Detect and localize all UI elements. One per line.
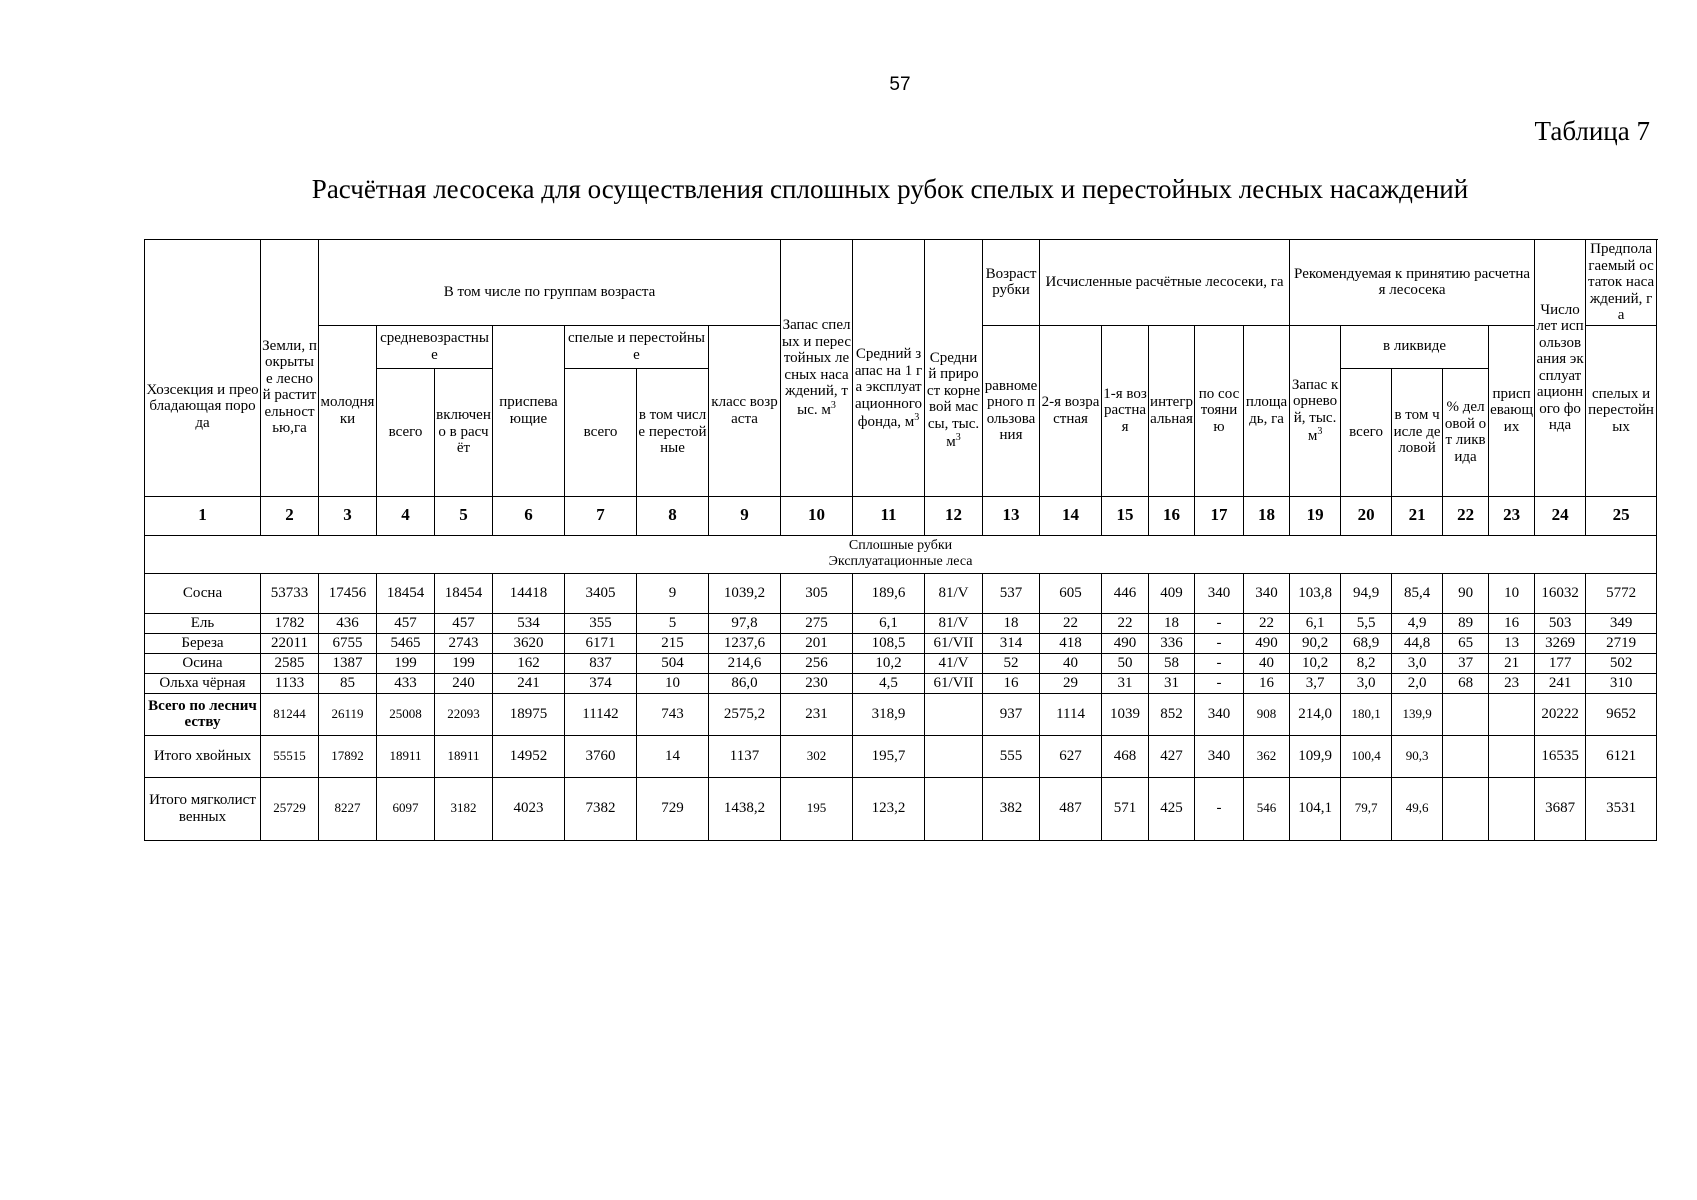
table-cell bbox=[1489, 777, 1535, 840]
table-cell: - bbox=[1195, 777, 1244, 840]
page-number: 57 bbox=[889, 74, 911, 95]
section-line-1: Сплошные рубки bbox=[848, 537, 953, 553]
col-number: 9 bbox=[709, 496, 781, 535]
table-cell: 195 bbox=[781, 777, 853, 840]
header-middle-included: включено в расчёт bbox=[435, 368, 493, 496]
table-cell: 5465 bbox=[377, 633, 435, 653]
table-row bbox=[145, 693, 1657, 735]
table-cell: 18454 bbox=[435, 573, 493, 613]
table-cell: 10,2 bbox=[1290, 653, 1341, 673]
table-cell: 18 bbox=[1149, 613, 1195, 633]
table-cell: 61/VII bbox=[925, 633, 983, 653]
header-liquid-total: всего bbox=[1341, 368, 1392, 496]
table-cell: 22 bbox=[1244, 613, 1290, 633]
row-label: Всего по лесничеству bbox=[145, 693, 261, 735]
table-row bbox=[145, 633, 1657, 653]
table-cell: 177 bbox=[1535, 653, 1586, 673]
table-row bbox=[145, 653, 1657, 673]
table-row bbox=[145, 573, 1657, 613]
header-middle-aged: средневозрастные bbox=[377, 325, 493, 368]
header-cut-age: Возраст рубки bbox=[983, 240, 1040, 326]
table-cell: 81/V bbox=[925, 573, 983, 613]
table-cell: 81/V bbox=[925, 613, 983, 633]
table-cell: 10 bbox=[637, 673, 709, 693]
table-cell: 627 bbox=[1040, 735, 1102, 777]
header-integral: интегральная bbox=[1149, 325, 1195, 496]
table-cell: 103,8 bbox=[1290, 573, 1341, 613]
table-cell: 275 bbox=[781, 613, 853, 633]
table-cell: 6755 bbox=[319, 633, 377, 653]
table-cell: 18454 bbox=[377, 573, 435, 613]
table-cell: 201 bbox=[781, 633, 853, 653]
table-cell: 108,5 bbox=[853, 633, 925, 653]
col-number: 19 bbox=[1290, 496, 1341, 535]
col-number: 22 bbox=[1443, 496, 1489, 535]
table-row bbox=[145, 777, 1657, 840]
table-cell: 90,3 bbox=[1392, 735, 1443, 777]
table-cell: 22011 bbox=[261, 633, 319, 653]
table-cell: 215 bbox=[637, 633, 709, 653]
table-cell: 418 bbox=[1040, 633, 1102, 653]
table-cell: 349 bbox=[1586, 613, 1657, 633]
table-cell: 546 bbox=[1244, 777, 1290, 840]
header-liquid: в ликвиде bbox=[1341, 325, 1489, 368]
col-number: 11 bbox=[853, 496, 925, 535]
table-cell: 1387 bbox=[319, 653, 377, 673]
table-cell: 241 bbox=[1535, 673, 1586, 693]
table-cell: 90,2 bbox=[1290, 633, 1341, 653]
table-row bbox=[145, 613, 1657, 633]
table-cell: 743 bbox=[637, 693, 709, 735]
table-cell: 230 bbox=[781, 673, 853, 693]
table-cell: 40 bbox=[1040, 653, 1102, 673]
row-label: Осина bbox=[145, 653, 261, 673]
table-cell: 139,9 bbox=[1392, 693, 1443, 735]
table-cell: 6121 bbox=[1586, 735, 1657, 777]
header-recommended: Рекомендуемая к принятию расчетная лесосека bbox=[1290, 240, 1535, 326]
col-number: 21 bbox=[1392, 496, 1443, 535]
row-label: Сосна bbox=[145, 573, 261, 613]
table-cell: 5772 bbox=[1586, 573, 1657, 613]
table-cell: 425 bbox=[1149, 777, 1195, 840]
table-cell: 189,6 bbox=[853, 573, 925, 613]
table-cell: 22093 bbox=[435, 693, 493, 735]
row-label: Итого мягколиственных bbox=[145, 777, 261, 840]
table-cell: 31 bbox=[1149, 673, 1195, 693]
table-cell: 4,9 bbox=[1392, 613, 1443, 633]
table-cell: 94,9 bbox=[1341, 573, 1392, 613]
table-cell: 729 bbox=[637, 777, 709, 840]
table-cell: 53733 bbox=[261, 573, 319, 613]
header-avg-stock: Средний запас на 1 га эксплуатационного фонда, $м^3$ bbox=[853, 240, 925, 497]
table-cell: 457 bbox=[435, 613, 493, 633]
table-cell: 231 bbox=[781, 693, 853, 735]
table-cell: 837 bbox=[565, 653, 637, 673]
header-business-pct: % деловой от ликвида bbox=[1443, 368, 1489, 496]
table-cell: 490 bbox=[1102, 633, 1149, 653]
table-cell: 2,0 bbox=[1392, 673, 1443, 693]
table-cell: 11142 bbox=[565, 693, 637, 735]
header-rest-premature: приспевающих bbox=[1489, 325, 1535, 496]
table-cell: 8,2 bbox=[1341, 653, 1392, 673]
table-cell: 340 bbox=[1244, 573, 1290, 613]
table-cell: 18911 bbox=[377, 735, 435, 777]
table-cell: 4,5 bbox=[853, 673, 925, 693]
table-cell: 382 bbox=[983, 777, 1040, 840]
table-cell: 256 bbox=[781, 653, 853, 673]
table-row bbox=[145, 673, 1657, 693]
table-cell: 6171 bbox=[565, 633, 637, 653]
table-cell: 17892 bbox=[319, 735, 377, 777]
table-cell: 162 bbox=[493, 653, 565, 673]
column-numbers-row bbox=[145, 496, 1657, 535]
table-cell: 362 bbox=[1244, 735, 1290, 777]
table-cell: 436 bbox=[319, 613, 377, 633]
col-number: 17 bbox=[1195, 496, 1244, 535]
table-cell: 9 bbox=[637, 573, 709, 613]
col-number: 13 bbox=[983, 496, 1040, 535]
table-cell: 3182 bbox=[435, 777, 493, 840]
table-cell: 180,1 bbox=[1341, 693, 1392, 735]
table-cell: 16 bbox=[1489, 613, 1535, 633]
document-title: Расчётная лесосека для осуществления сплошных рубок спелых и перестойных лесных насаждений bbox=[311, 174, 1469, 204]
forest-cut-table bbox=[144, 239, 1657, 841]
header-age-groups: В том числе по группам возраста bbox=[319, 240, 781, 326]
table-cell: 409 bbox=[1149, 573, 1195, 613]
table-cell: 3531 bbox=[1586, 777, 1657, 840]
table-cell: 1039 bbox=[1102, 693, 1149, 735]
table-cell: 9652 bbox=[1586, 693, 1657, 735]
table-cell: 22 bbox=[1102, 613, 1149, 633]
table-cell: 7382 bbox=[565, 777, 637, 840]
table-cell: 214,0 bbox=[1290, 693, 1341, 735]
header-years-use: Число лет использования эксплуатационного фонда bbox=[1535, 240, 1586, 497]
section-title bbox=[145, 535, 1657, 573]
table-cell: 81244 bbox=[261, 693, 319, 735]
header-row-1 bbox=[145, 240, 1657, 326]
table-cell: 937 bbox=[983, 693, 1040, 735]
table-cell: 68,9 bbox=[1341, 633, 1392, 653]
table-cell bbox=[1443, 735, 1489, 777]
table-cell bbox=[925, 693, 983, 735]
header-mature-incl-overmature: в том числе перестойные bbox=[637, 368, 709, 496]
table-cell: 40 bbox=[1244, 653, 1290, 673]
table-cell: 1039,2 bbox=[709, 573, 781, 613]
table-cell: 427 bbox=[1149, 735, 1195, 777]
table-cell: 123,2 bbox=[853, 777, 925, 840]
table-cell: 1114 bbox=[1040, 693, 1102, 735]
table-cell: 10 bbox=[1489, 573, 1535, 613]
section-line-2: Эксплуатационные леса bbox=[828, 554, 973, 569]
header-calc-cuts: Исчисленные расчётные лесосеки, га bbox=[1040, 240, 1290, 326]
table-cell: 240 bbox=[435, 673, 493, 693]
header-mature-overmature: спелые и перестойные bbox=[565, 325, 709, 368]
table-cell: 16535 bbox=[1535, 735, 1586, 777]
table-cell: 2575,2 bbox=[709, 693, 781, 735]
col-number: 18 bbox=[1244, 496, 1290, 535]
col-number: 24 bbox=[1535, 496, 1586, 535]
table-cell: - bbox=[1195, 673, 1244, 693]
table-cell: - bbox=[1195, 613, 1244, 633]
header-premature: приспевающие bbox=[493, 325, 565, 496]
header-uniform: равномерного пользования bbox=[983, 325, 1040, 496]
table-cell: 17456 bbox=[319, 573, 377, 613]
table-cell bbox=[1443, 777, 1489, 840]
table-cell: 852 bbox=[1149, 693, 1195, 735]
table-cell: 3,7 bbox=[1290, 673, 1341, 693]
col-number: 8 bbox=[637, 496, 709, 535]
table-cell: 23 bbox=[1489, 673, 1535, 693]
table-cell: 58 bbox=[1149, 653, 1195, 673]
header-liquid-business: в том числе деловой bbox=[1392, 368, 1443, 496]
header-root-stock: Запас корневой, тыс. $м^3$ bbox=[1290, 325, 1341, 496]
header-stock-mature: Запас спелых и перестойных лесных насаждений, тыс. $м^3$ bbox=[781, 240, 853, 497]
table-cell: - bbox=[1195, 633, 1244, 653]
table-cell: 1438,2 bbox=[709, 777, 781, 840]
table-cell: 18911 bbox=[435, 735, 493, 777]
table-cell: 504 bbox=[637, 653, 709, 673]
table-cell: 85,4 bbox=[1392, 573, 1443, 613]
table-cell: 2585 bbox=[261, 653, 319, 673]
table-cell: 199 bbox=[435, 653, 493, 673]
table-cell bbox=[1489, 735, 1535, 777]
table-cell: - bbox=[1195, 653, 1244, 673]
col-number: 15 bbox=[1102, 496, 1149, 535]
header-expected-rest: Предполагаемый остаток насаждений, га bbox=[1586, 240, 1657, 326]
table-cell: 3687 bbox=[1535, 777, 1586, 840]
header-young: молодняки bbox=[319, 325, 377, 496]
table-cell: 65 bbox=[1443, 633, 1489, 653]
table-cell: 433 bbox=[377, 673, 435, 693]
table-cell: 1133 bbox=[261, 673, 319, 693]
col-number: 5 bbox=[435, 496, 493, 535]
table-label: Таблица 7 bbox=[1534, 116, 1650, 146]
table-cell: 503 bbox=[1535, 613, 1586, 633]
table-cell: 340 bbox=[1195, 735, 1244, 777]
table-cell: 199 bbox=[377, 653, 435, 673]
table-cell: 14952 bbox=[493, 735, 565, 777]
col-number: 1 bbox=[145, 496, 261, 535]
table-cell: 555 bbox=[983, 735, 1040, 777]
col-number: 25 bbox=[1586, 496, 1657, 535]
col-number: 7 bbox=[565, 496, 637, 535]
table-cell: 6,1 bbox=[853, 613, 925, 633]
table-cell: 10,2 bbox=[853, 653, 925, 673]
col-number: 20 bbox=[1341, 496, 1392, 535]
table-cell: 37 bbox=[1443, 653, 1489, 673]
table-cell: 336 bbox=[1149, 633, 1195, 653]
table-cell: 1237,6 bbox=[709, 633, 781, 653]
table-cell: 2743 bbox=[435, 633, 493, 653]
table-cell: 5,5 bbox=[1341, 613, 1392, 633]
table-cell: 13 bbox=[1489, 633, 1535, 653]
table-cell: 468 bbox=[1102, 735, 1149, 777]
table-cell: 86,0 bbox=[709, 673, 781, 693]
table-cell: 340 bbox=[1195, 693, 1244, 735]
col-number: 10 bbox=[781, 496, 853, 535]
table-cell: 109,9 bbox=[1290, 735, 1341, 777]
table-cell: 318,9 bbox=[853, 693, 925, 735]
table-cell: 487 bbox=[1040, 777, 1102, 840]
header-middle-total: всего bbox=[377, 368, 435, 496]
table-cell: 3760 bbox=[565, 735, 637, 777]
header-first-age: 1-я возрастная bbox=[1102, 325, 1149, 496]
table-cell: 457 bbox=[377, 613, 435, 633]
header-second-age: 2-я возрастная bbox=[1040, 325, 1102, 496]
table-cell: 85 bbox=[319, 673, 377, 693]
header-avg-growth: Средний прирост корневой массы, тыс. $м^3$ bbox=[925, 240, 983, 497]
table-cell: 3,0 bbox=[1392, 653, 1443, 673]
row-label: Итого хвойных bbox=[145, 735, 261, 777]
table-cell: 55515 bbox=[261, 735, 319, 777]
table-cell: 310 bbox=[1586, 673, 1657, 693]
table-cell: 5 bbox=[637, 613, 709, 633]
table-cell: 21 bbox=[1489, 653, 1535, 673]
table-cell: 571 bbox=[1102, 777, 1149, 840]
table-cell bbox=[1489, 693, 1535, 735]
col-number: 4 bbox=[377, 496, 435, 535]
table-cell: 104,1 bbox=[1290, 777, 1341, 840]
table-cell: 314 bbox=[983, 633, 1040, 653]
table-cell: 68 bbox=[1443, 673, 1489, 693]
table-cell: 41/V bbox=[925, 653, 983, 673]
table-cell: 502 bbox=[1586, 653, 1657, 673]
table-cell: 537 bbox=[983, 573, 1040, 613]
header-forest-section: Хозсекция и преобладающая порода bbox=[145, 240, 261, 497]
table-cell: 44,8 bbox=[1392, 633, 1443, 653]
header-rest-mature: спелых и перестойных bbox=[1586, 325, 1657, 496]
table-cell: 340 bbox=[1195, 573, 1244, 613]
table-cell: 3269 bbox=[1535, 633, 1586, 653]
table-cell: 3405 bbox=[565, 573, 637, 613]
table-cell: 49,6 bbox=[1392, 777, 1443, 840]
table-cell: 97,8 bbox=[709, 613, 781, 633]
header-forested-land: Земли, покрытые лесной растительностью,га bbox=[261, 240, 319, 497]
col-number: 6 bbox=[493, 496, 565, 535]
table-cell: 61/VII bbox=[925, 673, 983, 693]
table-cell: 374 bbox=[565, 673, 637, 693]
table-cell: 302 bbox=[781, 735, 853, 777]
table-cell: 214,6 bbox=[709, 653, 781, 673]
table-cell: 4023 bbox=[493, 777, 565, 840]
table-cell: 18975 bbox=[493, 693, 565, 735]
table-cell: 195,7 bbox=[853, 735, 925, 777]
table-cell: 446 bbox=[1102, 573, 1149, 613]
table-cell: 16032 bbox=[1535, 573, 1586, 613]
table-cell bbox=[925, 735, 983, 777]
col-number: 14 bbox=[1040, 496, 1102, 535]
table-cell: 3620 bbox=[493, 633, 565, 653]
table-cell: 1137 bbox=[709, 735, 781, 777]
table-cell: 2719 bbox=[1586, 633, 1657, 653]
table-cell: 305 bbox=[781, 573, 853, 613]
table-cell: 25008 bbox=[377, 693, 435, 735]
table-cell bbox=[925, 777, 983, 840]
table-cell: 20222 bbox=[1535, 693, 1586, 735]
table-cell bbox=[1443, 693, 1489, 735]
header-area: площадь, га bbox=[1244, 325, 1290, 496]
row-label: Береза bbox=[145, 633, 261, 653]
table-cell: 16 bbox=[983, 673, 1040, 693]
table-cell: 1782 bbox=[261, 613, 319, 633]
table-cell: 16 bbox=[1244, 673, 1290, 693]
table-cell: 605 bbox=[1040, 573, 1102, 613]
table-cell: 22 bbox=[1040, 613, 1102, 633]
row-label: Ольха чёрная bbox=[145, 673, 261, 693]
table-cell: 534 bbox=[493, 613, 565, 633]
table-cell: 3,0 bbox=[1341, 673, 1392, 693]
table-cell: 490 bbox=[1244, 633, 1290, 653]
table-cell: 6097 bbox=[377, 777, 435, 840]
col-number: 2 bbox=[261, 496, 319, 535]
table-cell: 14418 bbox=[493, 573, 565, 613]
table-cell: 100,4 bbox=[1341, 735, 1392, 777]
header-mature-total: всего bbox=[565, 368, 637, 496]
col-number: 3 bbox=[319, 496, 377, 535]
table-row bbox=[145, 735, 1657, 777]
table-cell: 90 bbox=[1443, 573, 1489, 613]
table-cell: 31 bbox=[1102, 673, 1149, 693]
col-number: 23 bbox=[1489, 496, 1535, 535]
table-cell: 908 bbox=[1244, 693, 1290, 735]
table-cell: 14 bbox=[637, 735, 709, 777]
table-cell: 8227 bbox=[319, 777, 377, 840]
table-cell: 89 bbox=[1443, 613, 1489, 633]
table-cell: 26119 bbox=[319, 693, 377, 735]
table-cell: 355 bbox=[565, 613, 637, 633]
row-label: Ель bbox=[145, 613, 261, 633]
table-cell: 29 bbox=[1040, 673, 1102, 693]
col-number: 12 bbox=[925, 496, 983, 535]
section-row bbox=[145, 535, 1657, 573]
table-cell: 6,1 bbox=[1290, 613, 1341, 633]
table-cell: 79,7 bbox=[1341, 777, 1392, 840]
table-cell: 18 bbox=[983, 613, 1040, 633]
col-number: 16 bbox=[1149, 496, 1195, 535]
header-age-class: класс возраста bbox=[709, 325, 781, 496]
table-cell: 52 bbox=[983, 653, 1040, 673]
table-cell: 50 bbox=[1102, 653, 1149, 673]
table-cell: 25729 bbox=[261, 777, 319, 840]
header-condition: по состоянию bbox=[1195, 325, 1244, 496]
table-cell: 241 bbox=[493, 673, 565, 693]
